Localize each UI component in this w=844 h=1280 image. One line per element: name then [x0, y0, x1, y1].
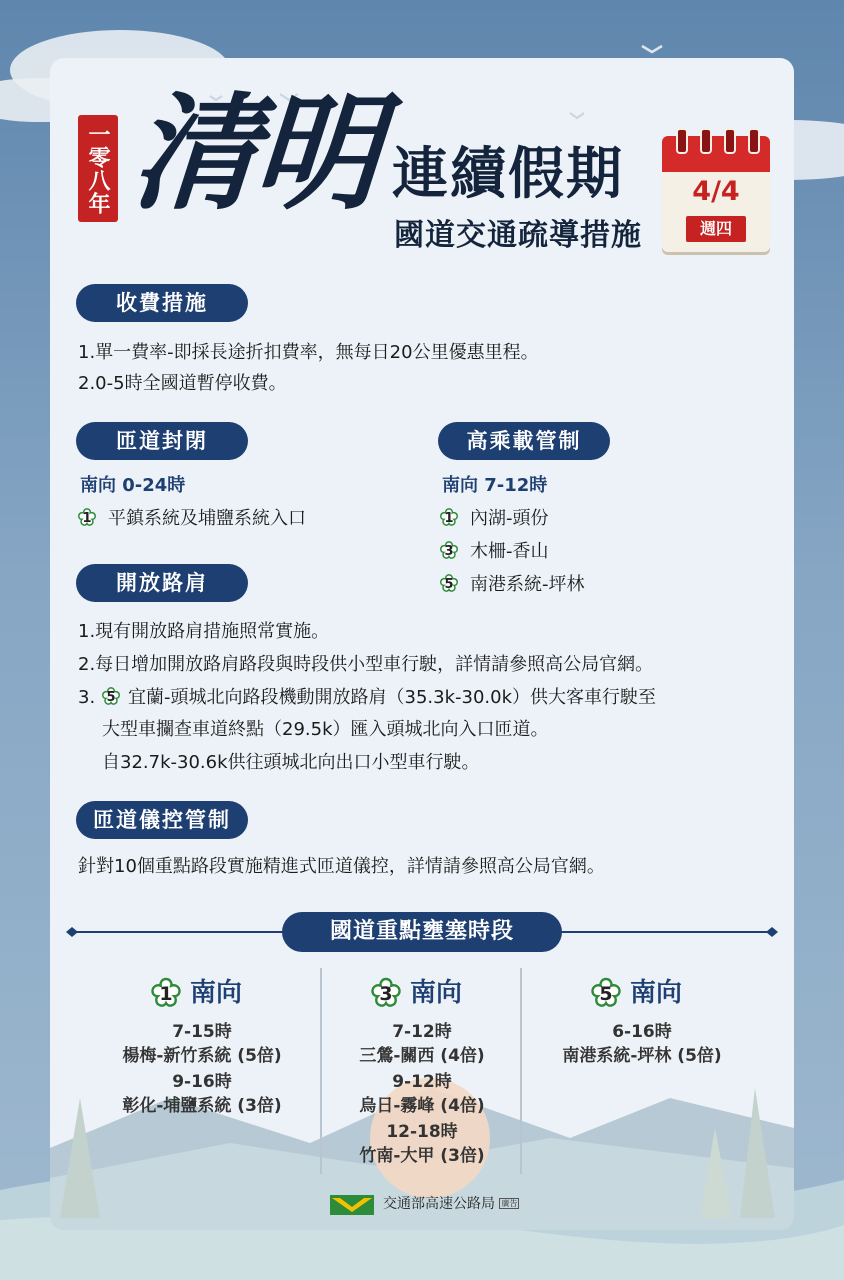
footer-org-name: 交通部高速公路局 [383, 1196, 495, 1212]
page-subtitle-2: 國道交通疏導措施 [394, 218, 642, 253]
column-divider [520, 968, 522, 1174]
year-seal: 一零八年 [78, 115, 118, 222]
hov-item-2: 木柵-香山 [470, 541, 549, 562]
hov-route-5: 5 [444, 577, 454, 592]
congestion-col-2-line: 9-12時 [392, 1072, 452, 1092]
congestion-col-3-line: 6-16時 [612, 1022, 672, 1042]
congestion-col-2-line: 烏日-霧峰 (4倍) [359, 1096, 485, 1116]
congestion-col-2-line: 7-12時 [392, 1022, 452, 1042]
hov-route-1: 1 [444, 511, 454, 526]
page-subtitle: 連續假期 [392, 141, 624, 207]
column-divider [320, 968, 322, 1174]
congestion-route-3: 3 [379, 983, 393, 1005]
calendar-icon [662, 128, 770, 252]
calendar-weekday: 週四 [686, 216, 746, 242]
freeway-bureau-logo [330, 1195, 374, 1215]
section-toll-title: 收費措施 [76, 284, 248, 322]
ramp-closure-item-1: 平鎮系統及埔鹽系統入口 [108, 508, 306, 529]
congestion-col-1-line: 彰化-埔鹽系統 (3倍) [122, 1096, 282, 1116]
congestion-col-1-heading: 南向 [190, 978, 243, 1008]
congestion-col-1-line: 9-16時 [172, 1072, 232, 1092]
congestion-col-3-heading: 南向 [630, 978, 683, 1008]
footer-org [383, 1195, 519, 1213]
congestion-col-2-line: 三鶯-關西 (4倍) [359, 1046, 485, 1066]
hov-route-3: 3 [444, 544, 454, 559]
shoulder-route-5: 5 [106, 690, 116, 705]
shoulder-line-1: 1.現有開放路肩措施照常實施。 [78, 621, 330, 642]
congestion-col-1-line: 楊梅-新竹系統 (5倍) [122, 1046, 282, 1066]
section-metering-title: 匝道儀控管制 [76, 801, 248, 839]
section-shoulder-title: 開放路肩 [76, 564, 248, 602]
section-congestion-title: 國道重點壅塞時段 [282, 912, 562, 952]
congestion-col-2-heading: 南向 [410, 978, 463, 1008]
toll-item-2: 2.0-5時全國道暫停收費。 [78, 373, 287, 394]
section-hov-title: 高乘載管制 [438, 422, 610, 460]
ramp-closure-route-1: 1 [82, 511, 92, 526]
shoulder-line-5: 自32.7k-30.6k供往頭城北向出口小型車行駛。 [102, 752, 480, 773]
hov-direction: 南向 7-12時 [442, 475, 548, 496]
shoulder-line-4: 大型車攔查車道終點（29.5k）匯入頭城北向入口匝道。 [102, 719, 549, 740]
toll-item-1: 1.單一費率-即採長途折扣費率，無每日20公里優惠里程。 [78, 342, 539, 363]
main-card [50, 58, 794, 1230]
hov-item-3: 南港系統-坪林 [470, 574, 585, 595]
congestion-col-3-line: 南港系統-坪林 (5倍) [562, 1046, 722, 1066]
congestion-route-5: 5 [599, 983, 613, 1005]
hov-item-1: 內湖-頭份 [470, 508, 549, 529]
shoulder-line-3-prefix: 3. [78, 687, 96, 708]
shoulder-line-3: 宜蘭-頭城北向路段機動開放路肩（35.3k-30.0k）供大客車行駛至 [128, 687, 656, 708]
metering-text: 針對10個重點路段實施精進式匝道儀控，詳情請參照高公局官網。 [78, 856, 605, 877]
congestion-col-1-line: 7-15時 [172, 1022, 232, 1042]
page-title: 清明 [126, 79, 382, 227]
congestion-col-2-line: 竹南-大甲 (3倍) [359, 1146, 485, 1166]
congestion-col-2-line: 12-18時 [386, 1122, 458, 1142]
section-ramp-closure-title: 匝道封閉 [76, 422, 248, 460]
ramp-closure-direction: 南向 0-24時 [80, 475, 186, 496]
footer-ad-badge: 廣告 [501, 1199, 518, 1208]
congestion-route-1: 1 [159, 983, 173, 1005]
calendar-date: 4/4 [692, 176, 740, 207]
shoulder-line-2: 2.每日增加開放路肩路段與時段供小型車行駛，詳情請參照高公局官網。 [78, 654, 654, 675]
